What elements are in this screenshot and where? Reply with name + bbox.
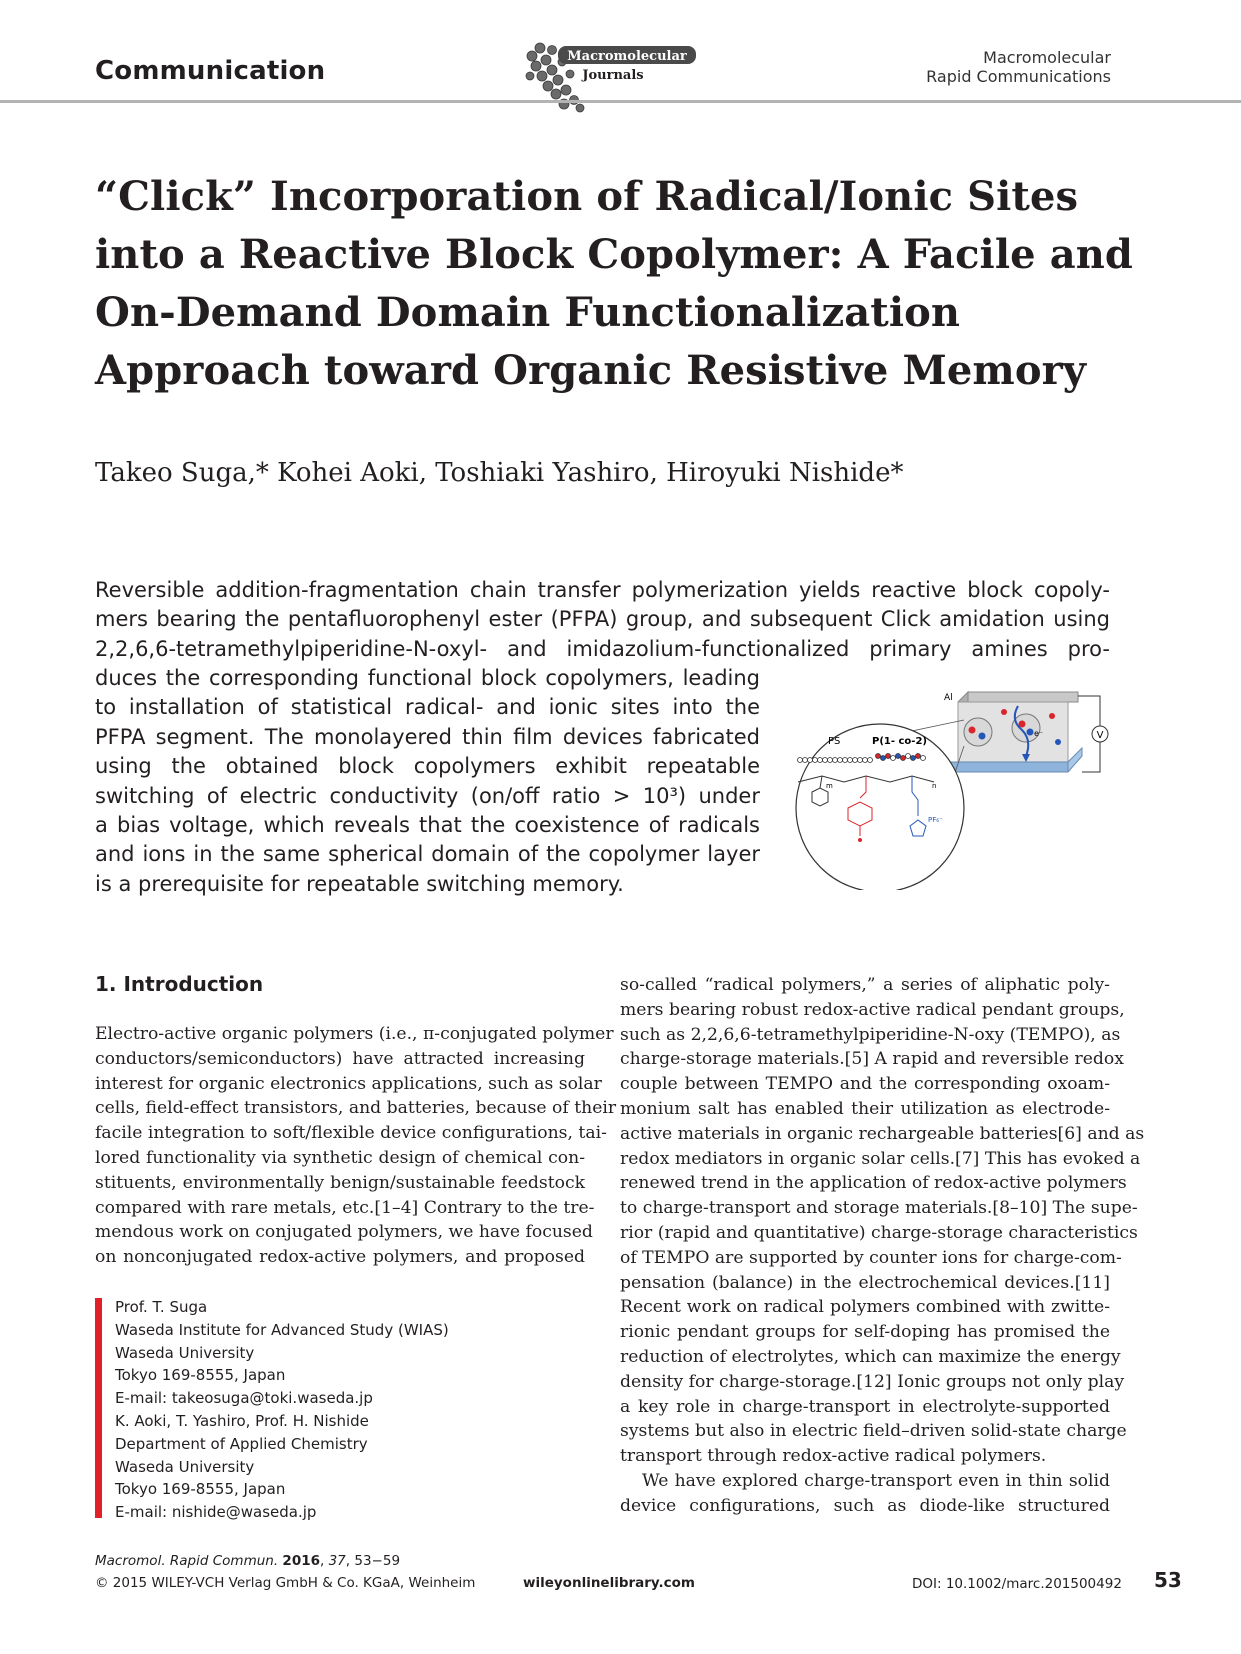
logo-line1: Macromolecular <box>567 49 687 64</box>
page-number: 53 <box>1154 1568 1182 1592</box>
affiliation-line: Waseda Institute for Advanced Study (WIAS) <box>115 1320 449 1339</box>
title-line: Approach toward Organic Resistive Memory <box>95 347 1087 394</box>
article-title <box>95 168 1135 400</box>
ion-site <box>1027 729 1034 736</box>
abstract-line: 2,2,6,6-tetramethylpiperidine-N-oxyl- and imidazolium-functionalized primary amines pro- <box>95 636 1110 661</box>
zoom-circle <box>796 724 964 890</box>
text-line: of TEMPO are supported by counter ions for charge-com- <box>620 1247 1122 1268</box>
footer-website-link[interactable]: wileyonlinelibrary.com <box>523 1575 695 1591</box>
journal-name-line1: Macromolecular <box>983 48 1111 67</box>
text-line: interest for organic electronics applications, such as solar <box>95 1073 602 1094</box>
footer-doi[interactable]: DOI: 10.1002/marc.201500492 <box>912 1576 1122 1592</box>
abstract-line: is a prerequisite for repeatable switching memory. <box>95 871 624 896</box>
voltmeter-label: V <box>1096 730 1104 741</box>
n-subscript: n <box>932 782 937 790</box>
radical-site <box>969 727 976 734</box>
abstract-line: switching of electric conductivity (on/off ratio > 10³) under <box>95 783 760 808</box>
toc-graphic <box>782 680 1112 890</box>
journal-name <box>926 48 1111 86</box>
abstract-line: duces the corresponding functional block copolymers, leading <box>95 666 760 690</box>
footer-copyright: © 2015 WILEY-VCH Verlag GmbH & Co. KGaA, Weinheim <box>95 1575 476 1591</box>
text-line: so-called “radical polymers,” a series of aliphatic poly- <box>620 975 1110 995</box>
header-rule <box>0 100 1241 103</box>
text-line: to charge-transport and storage materials.[8–10] The supe- <box>620 1198 1138 1219</box>
right-column-text <box>620 973 1145 1519</box>
text-line: stituents, environmentally benign/sustainable feedstock <box>95 1172 585 1193</box>
text-line: such as 2,2,6,6-tetramethylpiperidine-N-oxy (TEMPO), as <box>620 1024 1121 1045</box>
email-link[interactable]: E-mail: takeosuga@toki.waseda.jp <box>115 1389 373 1408</box>
al-label: Al <box>944 693 953 703</box>
pf6-label: PF₆⁻ <box>928 816 943 824</box>
title-line: into a Reactive Block Copolymer: A Facile and <box>95 231 1133 278</box>
citation-journal: Macromol. Rapid Commun. <box>95 1553 279 1569</box>
abstract-line: mers bearing the pentafluorophenyl ester (PFPA) group, and subsequent Click amidation using <box>95 607 1110 632</box>
text-line: rior (rapid and quantitative) charge-storage characteristics <box>620 1222 1138 1243</box>
text-line: on nonconjugated redox-active polymers, and proposed <box>95 1247 585 1268</box>
affiliation-block <box>115 1296 449 1524</box>
author-list: Takeo Suga,* Kohei Aoki, Toshiaki Yashiro, Hiroyuki Nishide* <box>95 458 904 488</box>
text-line: couple between TEMPO and the corresponding oxoam- <box>620 1074 1110 1095</box>
affiliation-bar <box>95 1298 102 1518</box>
radical-site <box>1049 713 1055 719</box>
abstract-line: to installation of statistical radical- and ionic sites into the <box>95 695 760 720</box>
text-line: reduction of electrolytes, which can maximize the energy <box>620 1346 1121 1367</box>
text-line: monium salt has enabled their utilization as electrode- <box>620 1098 1110 1119</box>
abstract-line: using the obtained block copolymers exhibit repeatable <box>95 754 760 779</box>
email-link[interactable]: E-mail: nishide@waseda.jp <box>115 1503 317 1522</box>
text-line: pensation (balance) in the electrochemical devices.[11] <box>620 1272 1110 1293</box>
text-line: transport through redox-active radical polymers. <box>620 1446 1047 1467</box>
affiliation-line: Department of Applied Chemistry <box>115 1434 368 1453</box>
text-line: facile integration to soft/flexible device configurations, tai- <box>95 1123 607 1144</box>
text-line: systems but also in electric field–driven solid-state charge <box>620 1421 1127 1442</box>
copolymer-label: P(1- co-2) <box>872 736 927 747</box>
footer-citation: Macromol. Rapid Commun. 2016, 37, 53−59 <box>95 1553 401 1569</box>
text-line: conductors/semiconductors) have attracted increasing <box>95 1048 585 1069</box>
al-electrode-top <box>968 692 1078 702</box>
domain-sphere <box>964 718 992 746</box>
citation-volume: 37 <box>328 1553 346 1569</box>
n-oxyl-radical <box>858 838 862 842</box>
abstract-line: PFPA segment. The monolayered thin film devices fabricated <box>95 724 760 749</box>
text-line: Electro-active organic polymers (i.e., π-conjugated polymer <box>95 1024 614 1044</box>
text-line: We have explored charge-transport even in thin solid <box>642 1470 1110 1491</box>
text-line: rionic pendant groups for self-doping has promised the <box>620 1322 1110 1343</box>
text-line: active materials in organic rechargeable batteries[6] and as <box>620 1123 1145 1144</box>
abstract-line: and ions in the same spherical domain of the copolymer layer <box>95 842 760 867</box>
section-label: Communication <box>95 56 326 86</box>
logo-line2: Journals <box>582 68 644 83</box>
text-line: mendous work on conjugated polymers, we have focused <box>95 1222 593 1243</box>
ion-site <box>1055 739 1061 745</box>
text-line: renewed trend in the application of redox-active polymers <box>620 1173 1127 1194</box>
affiliation-line: Tokyo 169-8555, Japan <box>115 1366 286 1385</box>
abstract-line: Reversible addition-fragmentation chain transfer polymerization yields reactive block copoly- <box>95 578 1110 602</box>
section-heading: 1. Introduction <box>95 972 264 996</box>
journal-logo <box>518 34 698 116</box>
m-subscript: m <box>826 782 833 790</box>
text-line: charge-storage materials.[5] A rapid and reversible redox <box>620 1049 1124 1070</box>
text-line: device configurations, such as diode-like structured <box>620 1495 1110 1516</box>
text-line: compared with rare metals, etc.[1–4] Contrary to the tre- <box>95 1197 595 1218</box>
text-line: a key role in charge-transport in electrolyte-supported <box>620 1396 1110 1417</box>
text-line: cells, field-effect transistors, and batteries, because of their <box>95 1098 617 1119</box>
text-line: Recent work on radical polymers combined with zwitte- <box>620 1297 1110 1318</box>
electron-label: e⁻ <box>1034 729 1044 738</box>
abstract-full-width <box>95 576 1110 664</box>
ion-site <box>979 733 986 740</box>
text-line: redox mediators in organic solar cells.[7] This has evoked a <box>620 1148 1141 1169</box>
affiliation-line: Tokyo 169-8555, Japan <box>115 1480 286 1499</box>
citation-year: 2016 <box>282 1553 320 1569</box>
text-line: lored functionality via synthetic design of chemical con- <box>95 1147 585 1168</box>
abstract-line: a bias voltage, which reveals that the coexistence of radicals <box>95 813 760 838</box>
text-line: density for charge-storage.[12] Ionic groups not only play <box>620 1371 1125 1392</box>
ps-label: PS <box>828 736 841 747</box>
affiliation-line: Prof. T. Suga <box>115 1298 208 1316</box>
citation-pages: 53−59 <box>354 1553 401 1569</box>
ito-electrode-face <box>942 762 1068 772</box>
journal-name-line2: Rapid Communications <box>926 67 1111 86</box>
text-line: mers bearing robust redox-active radical pendant groups, <box>620 999 1125 1020</box>
radical-site <box>1001 709 1007 715</box>
left-column-text <box>95 1022 617 1270</box>
affiliation-line: Waseda University <box>115 1343 255 1362</box>
affiliation-line: Waseda University <box>115 1457 255 1476</box>
polymer-chain-beads <box>798 758 873 763</box>
affiliation-line: K. Aoki, T. Yashiro, Prof. H. Nishide <box>115 1411 369 1430</box>
title-line: “Click” Incorporation of Radical/Ionic Sites <box>95 173 1079 220</box>
abstract-wrapped <box>95 664 760 899</box>
title-line: On-Demand Domain Functionalization <box>95 289 961 336</box>
